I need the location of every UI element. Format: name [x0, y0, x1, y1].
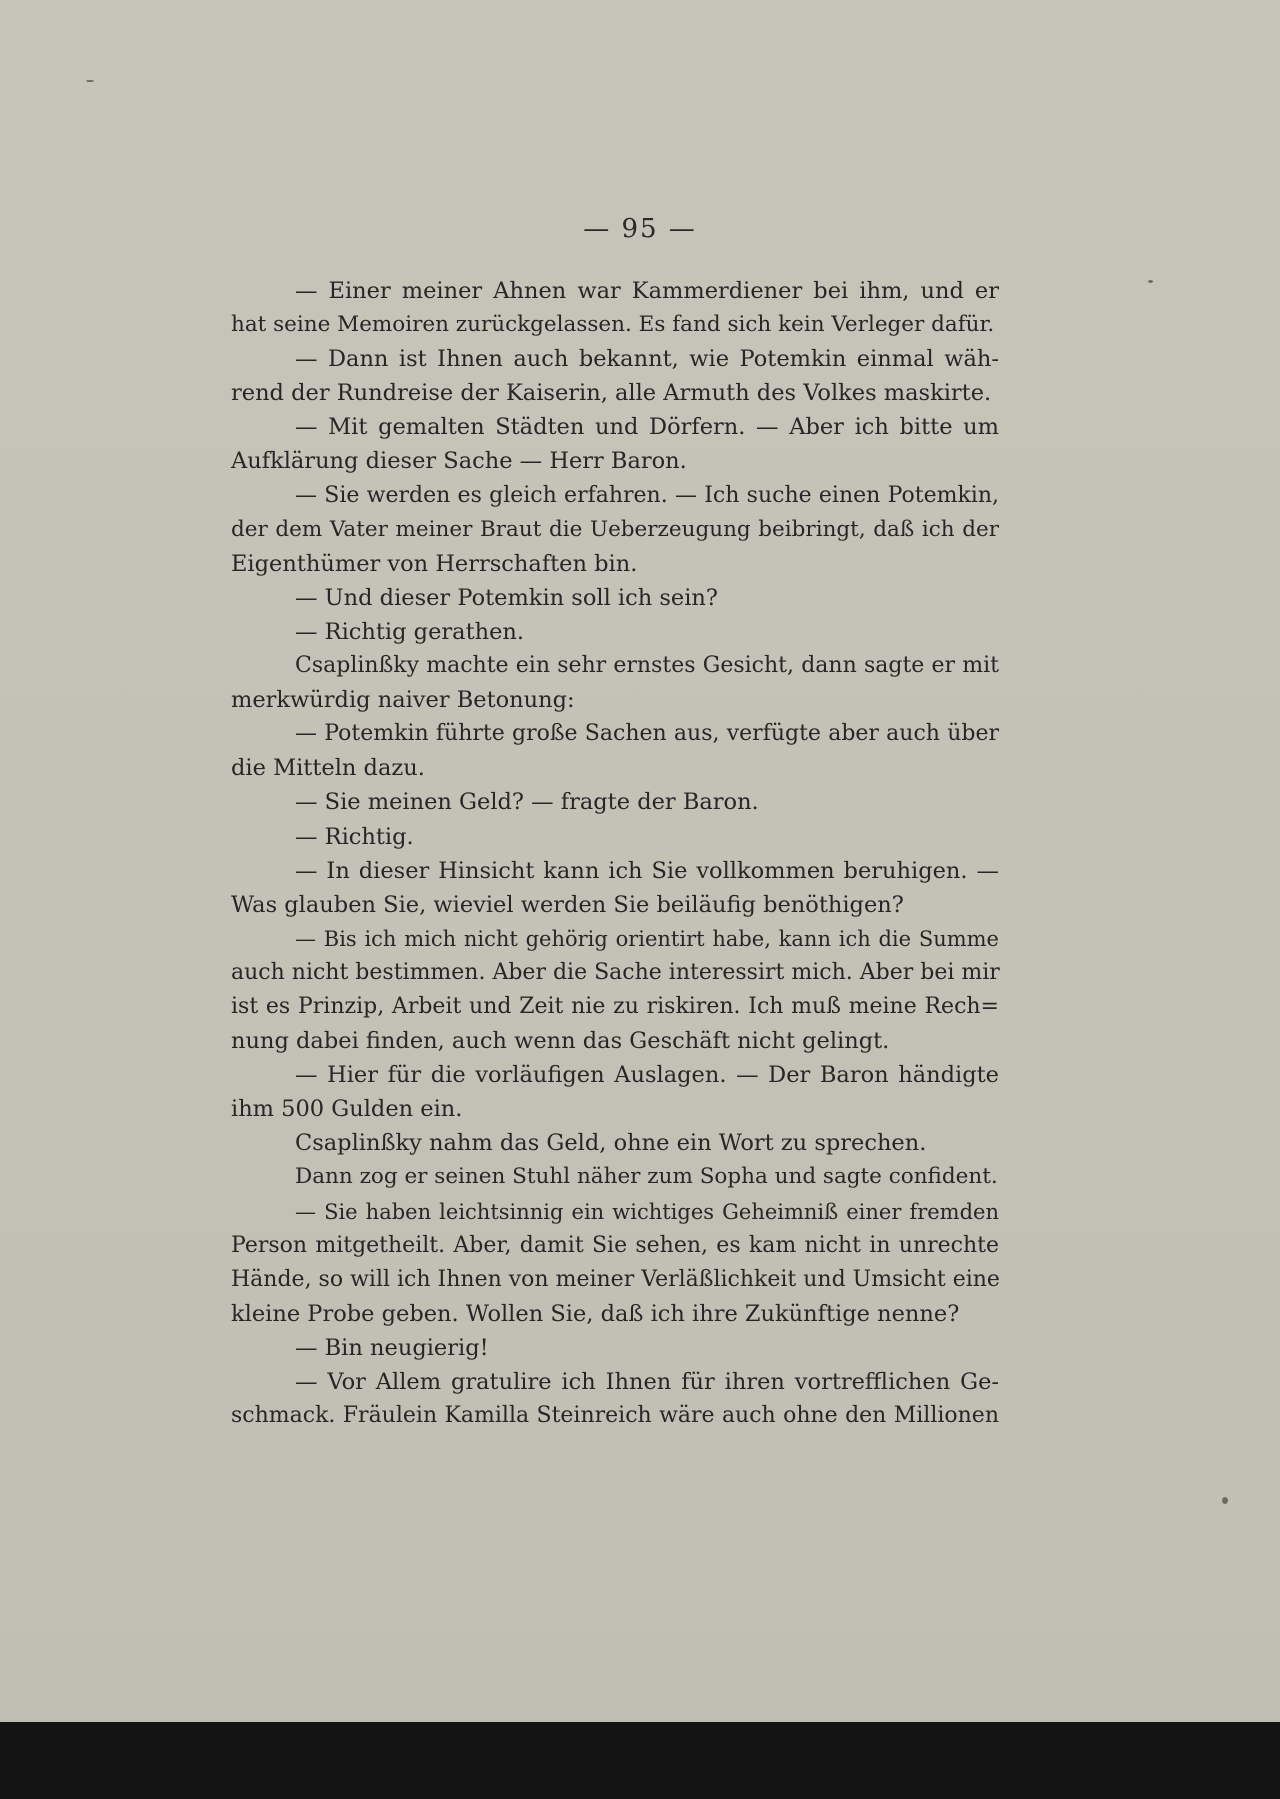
text-line: Dann zog er seinen Stuhl näher zum Sopha und sagte confident. — [295, 1164, 998, 1190]
text-line: — Sie meinen Geld? — fragte der Baron. — [295, 789, 759, 816]
paper-speck — [1222, 1497, 1228, 1504]
text-line: merkwürdig naiver Betonung: — [231, 687, 575, 714]
text-line: Aufklärung dieser Sache — Herr Baron. — [231, 448, 687, 475]
body-text — [231, 274, 999, 1433]
text-line: — Sie haben leichtsinnig ein wichtiges Geheimniß einer fremden — [295, 1199, 999, 1224]
text-line: — Bin neugierig! — [295, 1334, 489, 1361]
text-line: rend der Rundreise der Kaiserin, alle Armuth des Volkes maskirte. — [231, 380, 992, 407]
text-line: — In dieser Hinsicht kann ich Sie vollkommen beruhigen. — — [295, 857, 999, 884]
text-line: — Einer meiner Ahnen war Kammerdiener bei ihm, und er — [295, 278, 999, 304]
text-line: Was glauben Sie, wieviel werden Sie beiläufig benöthigen? — [231, 891, 904, 918]
text-line: Eigenthümer von Herrschaften bin. — [231, 550, 638, 577]
text-line: der dem Vater meiner Braut die Ueberzeugung beibringt, daß ich der — [231, 516, 999, 542]
text-line: kleine Probe geben. Wollen Sie, daß ich ihre Zukünftige nenne? — [231, 1300, 960, 1327]
page-number: — 95 — — [583, 214, 697, 244]
text-line: ihm 500 Gulden ein. — [231, 1096, 463, 1123]
text-line: — Dann ist Ihnen auch bekannt, wie Potemkin einmal wäh- — [295, 346, 999, 373]
scan-border — [0, 1722, 1280, 1799]
text-line: schmack. Fräulein Kamilla Steinreich wäre auch ohne den Millionen — [231, 1403, 999, 1429]
text-line: Person mitgetheilt. Aber, damit Sie sehen, es kam nicht in unrechte — [231, 1232, 999, 1258]
text-line: die Mitteln dazu. — [231, 755, 425, 782]
text-line: nung dabei finden, auch wenn das Geschäft nicht gelingt. — [231, 1028, 890, 1055]
text-line: — Mit gemalten Städten und Dörfern. — Aber ich bitte um — [295, 414, 999, 441]
text-line: Hände, so will ich Ihnen von meiner Verläßlichkeit und Umsicht eine — [231, 1266, 1000, 1292]
text-line: — Und dieser Potemkin soll ich sein? — [295, 584, 718, 611]
text-line: ist es Prinzip, Arbeit und Zeit nie zu riskiren. Ich muß meine Rech= — [231, 993, 999, 1019]
paper-speck — [86, 80, 94, 82]
text-line: — Richtig. — [295, 823, 414, 850]
text-line: — Hier für die vorläufigen Auslagen. — Der Baron händigte — [295, 1062, 999, 1089]
text-line: — Vor Allem gratulire ich Ihnen für ihren vortrefflichen Ge- — [295, 1369, 999, 1395]
text-line: — Sie werden es gleich erfahren. — Ich suche einen Potemkin, — [295, 482, 999, 508]
text-line: — Potemkin führte große Sachen aus, verfügte aber auch über — [295, 721, 999, 747]
text-line: Csaplinßky machte ein sehr ernstes Gesicht, dann sagte er mit — [295, 653, 999, 679]
text-line: — Bis ich mich nicht gehörig orientirt habe, kann ich die Summe — [295, 926, 999, 951]
text-line: hat seine Memoiren zurückgelassen. Es fand sich kein Verleger dafür. — [231, 312, 995, 338]
text-line: auch nicht bestimmen. Aber die Sache interessirt mich. Aber bei mir — [231, 959, 1000, 985]
paper-speck — [1148, 280, 1153, 283]
text-line: Csaplinßky nahm das Geld, ohne ein Wort zu sprechen. — [295, 1130, 927, 1157]
text-line: — Richtig gerathen. — [295, 618, 525, 645]
